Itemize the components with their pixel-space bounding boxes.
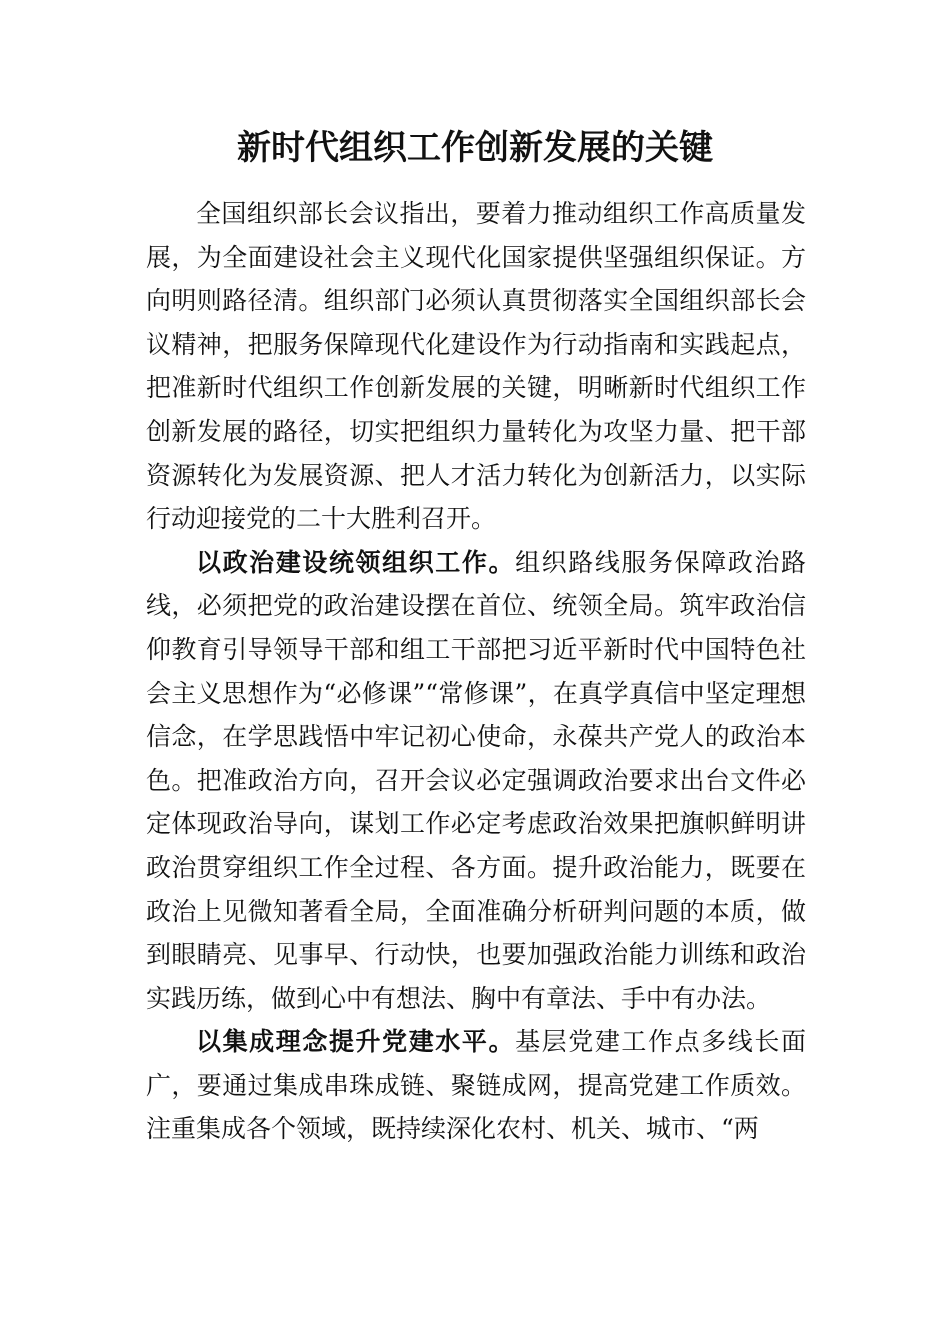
paragraph-text: 基层党建工作点多线长面广，要通过集成串珠成链、聚链成网，提高党建工作质效。注重集成各个领域，既持续深化农村、机关、城市、“两	[146, 1027, 806, 1144]
paragraph-lead: 以集成理念提升党建水平。	[196, 1027, 516, 1057]
document-title: 新时代组织工作创新发展的关键	[237, 128, 713, 168]
paragraph-lead: 以政治建设统领组织工作。	[196, 547, 516, 577]
paragraph-intro	[146, 192, 806, 541]
paragraph-political-building	[146, 541, 806, 1021]
paragraph-integration	[146, 1020, 806, 1151]
paragraph-text: 组织路线服务保障政治路线，必须把党的政治建设摆在首位、统领全局。筑牢政治信仰教育引导领导干部和组工干部把习近平新时代中国特色社会主义思想作为“必修课”“常修课”，在真学真信中坚定理想信念，在学思践悟中牢记初心使命，永葆共产党人的政治本色。把准政治方向，召开会议必定强调政治要求出台文件必定体现政治导向，谋划工作必定考虑政治效果把旗帜鲜明讲政治贯穿组织工作全过程、各方面。提升政治能力，既要在政治上见微知著看全局，全面准确分析研判问题的本质，做到眼睛亮、见事早、行动快，也要加强政治能力训练和政治实践历练，做到心中有想法、胸中有章法、手中有办法。	[146, 547, 806, 1013]
paragraph-text: 全国组织部长会议指出，要着力推动组织工作高质量发展，为全面建设社会主义现代化国家提供坚强组织保证。方向明则路径清。组织部门必须认真贯彻落实全国组织部长会议精神，把服务保障现代化建设作为行动指南和实践起点，把准新时代组织工作创新发展的关键，明晰新时代组织工作创新发展的路径，切实把组织力量转化为攻坚力量、把干部资源转化为发展资源、把人才活力转化为创新活力，以实际行动迎接党的二十大胜利召开。	[146, 199, 806, 534]
document-body	[146, 192, 806, 1151]
